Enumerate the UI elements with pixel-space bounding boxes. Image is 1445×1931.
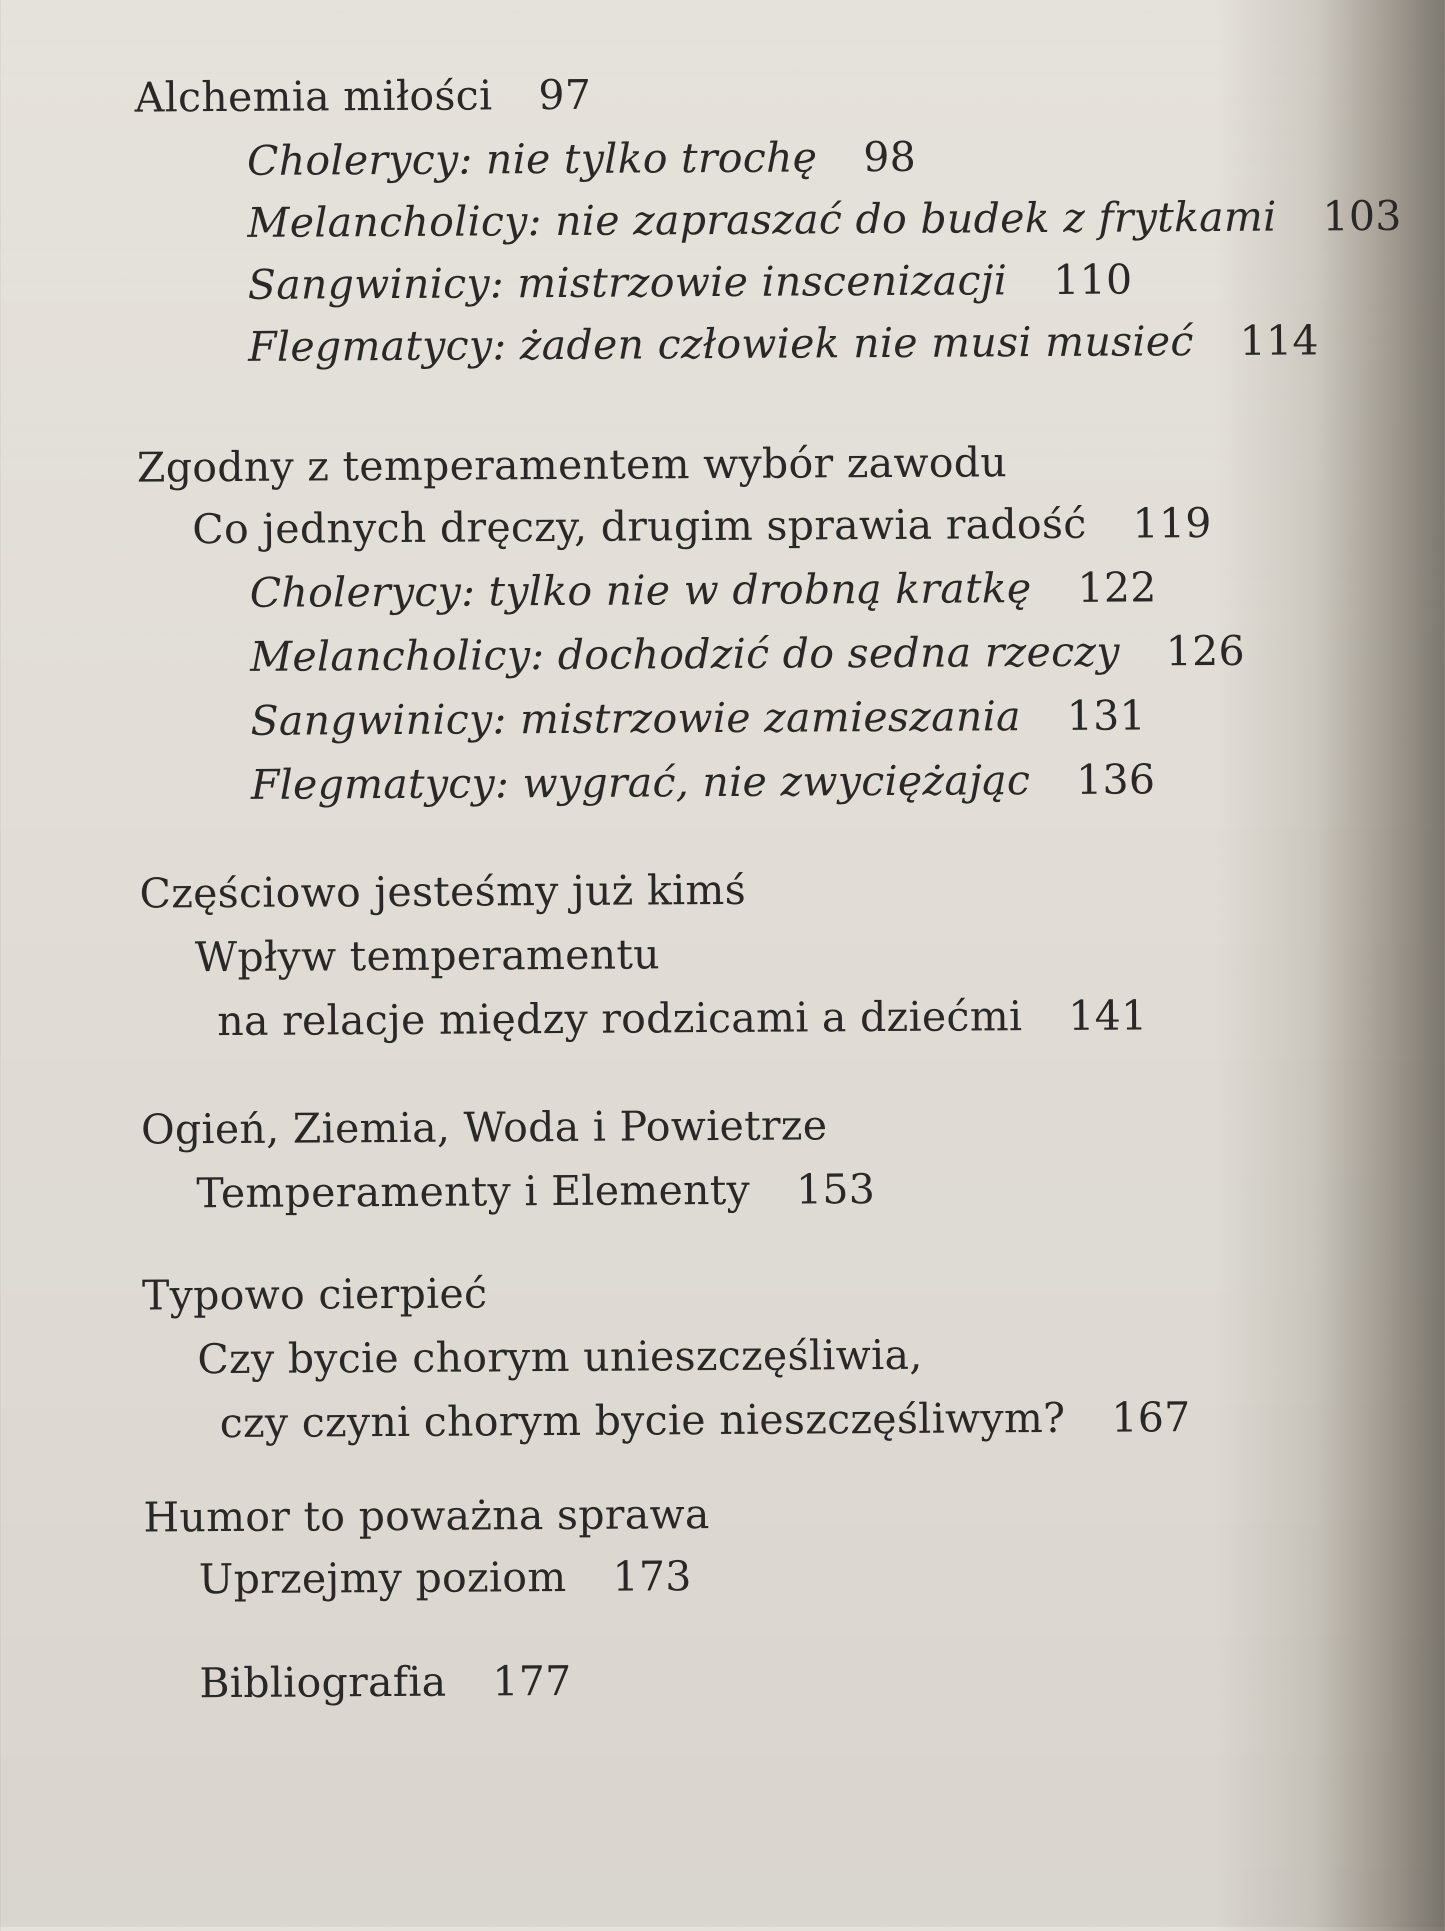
toc-entry-title: Ogień, Ziemia, Woda i Powietrze xyxy=(140,1101,828,1154)
toc-entry-alchemia xyxy=(134,70,592,122)
toc-subentry xyxy=(249,563,1157,617)
toc-entry-subtitle xyxy=(217,991,1148,1046)
toc-entry-humor xyxy=(143,1490,710,1542)
toc-page-number: 110 xyxy=(1053,255,1133,304)
toc-subentry-title: Flegmatycy: wygrać, nie zwyciężając xyxy=(250,756,1031,809)
toc-page-number: 177 xyxy=(492,1656,572,1706)
toc-entry-subtitle-text: Wpływ temperamentu xyxy=(194,930,661,982)
toc-subentry-title: Sangwinicy: mistrzowie inscenizacji xyxy=(247,256,1008,309)
toc-entry-subtitle-text: Uprzejmy poziom xyxy=(198,1552,567,1604)
toc-subentry-title: Melancholicy: dochodzić do sedna rzeczy xyxy=(249,627,1120,681)
toc-subentry xyxy=(249,626,1246,681)
toc-page-number: 98 xyxy=(863,132,917,182)
toc-subentry xyxy=(250,691,1147,745)
toc-subentry xyxy=(247,191,1402,247)
toc-entry-subtitle-text: Co jednych dręczy, drugim sprawia radość xyxy=(192,499,1087,554)
toc-subentry-title: Cholerycy: nie tylko trochę xyxy=(246,133,818,185)
toc-page-number: 114 xyxy=(1239,316,1319,365)
toc-subentry-title: Melancholicy: nie zapraszać do budek z frytkami xyxy=(247,192,1277,247)
toc-entry-title: Częściowo jesteśmy już kimś xyxy=(139,865,747,918)
toc-entry-title: Bibliografia xyxy=(199,1657,447,1708)
toc-page-number: 131 xyxy=(1066,691,1147,740)
toc-page-number: 103 xyxy=(1322,191,1402,241)
toc-page-number: 136 xyxy=(1075,755,1156,804)
toc-entry-czesciowo xyxy=(139,865,747,918)
toc-page-number: 173 xyxy=(612,1552,692,1601)
toc-entry-subtitle xyxy=(196,1165,876,1218)
toc-entry-title: Alchemia miłości xyxy=(134,71,493,122)
toc-entry-title: Humor to poważna sprawa xyxy=(143,1490,710,1542)
toc-entry-subtitle xyxy=(219,1393,1191,1448)
toc-subentry xyxy=(246,132,917,185)
toc-entry-subtitle xyxy=(197,1330,923,1384)
toc-entry-typowo xyxy=(141,1269,488,1320)
toc-entry-subtitle xyxy=(194,930,661,982)
toc-page-number: 167 xyxy=(1111,1393,1191,1442)
toc-entry-zawod xyxy=(136,438,1008,492)
toc-entry-subtitle-text: Temperamenty i Elementy xyxy=(196,1165,751,1218)
toc-entry-ogien xyxy=(140,1101,828,1154)
toc-subentry xyxy=(250,755,1156,809)
toc-entry-title: Typowo cierpieć xyxy=(141,1269,488,1320)
toc-subentry xyxy=(247,255,1133,309)
toc-entry-subtitle-text: Czy bycie chorym unieszczęśliwia, xyxy=(197,1330,923,1384)
toc-subentry-title: Flegmatycy: żaden człowiek nie musi musieć xyxy=(248,317,1194,371)
toc-page-number: 153 xyxy=(795,1165,876,1214)
toc-page-number: 97 xyxy=(538,70,592,120)
toc-page-number: 141 xyxy=(1068,991,1148,1040)
toc-entry-subtitle xyxy=(192,499,1212,554)
toc-page-number: 126 xyxy=(1165,626,1246,676)
toc-entry-subtitle-text: czy czyni chorym bycie nieszczęśliwym? xyxy=(219,1393,1066,1448)
toc-entry-subtitle-text: na relacje między rodzicami a dziećmi xyxy=(217,992,1023,1046)
toc-entry-subtitle xyxy=(198,1552,692,1604)
toc-page-number: 122 xyxy=(1077,563,1157,612)
toc-subentry-title: Cholerycy: tylko nie w drobną kratkę xyxy=(249,564,1032,617)
toc-subentry-title: Sangwinicy: mistrzowie zamieszania xyxy=(250,692,1021,745)
toc-entry-title: Zgodny z temperamentem wybór zawodu xyxy=(136,438,1008,492)
toc-subentry xyxy=(248,316,1319,371)
toc-page-number: 119 xyxy=(1132,499,1212,548)
toc-entry-bibliografia xyxy=(199,1656,572,1708)
